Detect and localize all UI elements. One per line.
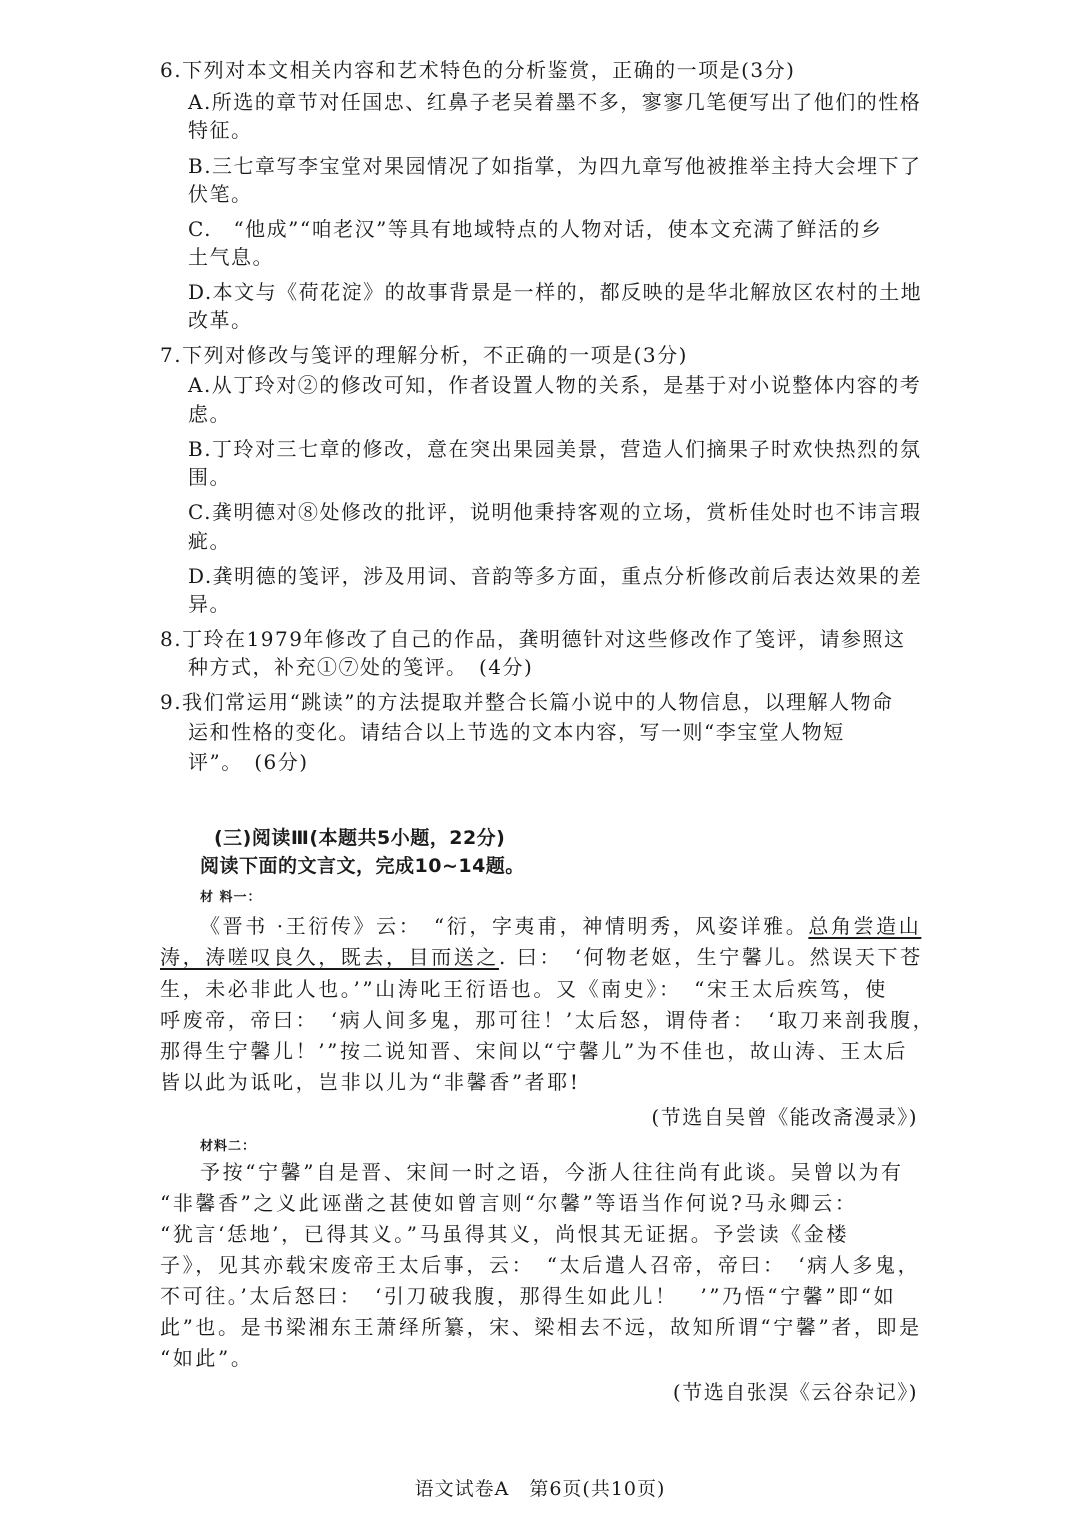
section-heading: (三)阅读Ⅲ(本题共5小题，22分) [214,827,506,849]
material-2-source: (节选自张淏《云谷杂记》) [672,1380,918,1404]
q6-option-c-cont: 土气息。 [188,245,274,269]
material-1-line-3: 生，未必非此人也。’”山涛叱王衍语也。又《南史》： “宋王太后疾笃，使 [160,977,888,1001]
material-1-label: 材 料一： [200,890,262,905]
material-1-line-4: 呼废帝，帝曰： ‘病人间多鬼，那可往！’太后怒，谓侍者： ‘取刀来剖我腹， [160,1008,936,1032]
q7-option-d-cont: 异。 [188,592,231,616]
q6-option-a-cont: 特征。 [188,118,253,142]
material-2-line-2: “非馨香”之义此诬凿之甚使如曾言则“尔馨”等语当作何说?马永卿云： [160,1191,858,1215]
material-2-line-4: 子》，见其亦载宋废帝王太后事，云： “太后遣人召帝，帝曰： ‘病人多鬼， [160,1253,921,1277]
material-2-line-1: 予按“宁馨”自是晋、宋间一时之语，今浙人往往尚有此谈。吴曾以为有 [200,1160,904,1184]
q6-option-c: C. “他成”“咱老汉”等具有地域特点的人物对话，使本文充满了鲜活的乡 [188,217,883,241]
material-2-line-3: “犹言‘恁地’，已得其义。”马虽得其义，尚恨其无证据。予尝读《金楼 [160,1222,849,1246]
q6-option-d: D.本文与《荷花淀》的故事背景是一样的，都反映的是华北解放区农村的土地 [188,280,923,304]
q7-option-a-cont: 虑。 [188,402,231,426]
material-1-line-1-text: 《晋书 ·王衍传》云： “衍，字夷甫，神情明秀，风姿详雅。 [200,914,809,938]
q6-option-b: B.三七章写李宝堂对果园情况了如指掌，为四九章写他被推举主持大会埋下了 [188,154,922,178]
section-instruction: 阅读下面的文言文，完成10~14题。 [200,855,525,877]
material-2-line-7: “如此”。 [160,1346,254,1370]
page-footer: 语文试卷A 第6页(共10页) [414,1478,666,1500]
material-2-line-6: 此”也。是书梁湘东王萧绎所纂，宋、梁相去不远，故知所谓“宁馨”者，即是 [160,1315,922,1339]
material-1-line-2 [160,943,923,971]
q7-option-c-cont: 疵。 [188,529,231,553]
q9-stem-cont-2: 评”。 (6分) [188,750,309,774]
q6-option-b-cont: 伏笔。 [188,182,253,206]
material-1-line-1 [200,912,960,940]
q9-stem-cont-1: 运和性格的变化。请结合以上节选的文本内容，写一则“李宝堂人物短 [188,720,845,744]
material-2-label: 材料二： [200,1139,257,1154]
q7-stem: 7.下列对修改与笺评的理解分析，不正确的一项是(3分) [160,343,688,367]
material-1-source: (节选自吴曾《能改斋漫录》) [651,1105,918,1129]
q9-stem: 9.我们常运用“跳读”的方法提取并整合长篇小说中的人物信息，以理解人物命 [160,690,894,714]
q6-stem: 6.下列对本文相关内容和艺术特色的分析鉴赏，正确的一项是(3分) [160,58,796,82]
material-1-underlined-2: 涛，涛嗟叹良久，既去，目而送之 [160,945,499,969]
q6-option-a: A.所选的章节对任国忠、红鼻子老吴着墨不多，寥寥几笔便写出了他们的性格 [188,90,922,114]
q7-option-c: C.龚明德对⑧处修改的批评，说明他秉持客观的立场，赏析佳处时也不讳言瑕 [188,500,922,524]
q8-stem: 8.丁玲在1979年修改了自己的作品，龚明德针对这些修改作了笺评，请参照这 [160,627,906,651]
material-1-line-2-text: . 曰： ‘何物老妪，生宁馨儿。然误天下苍 [499,945,923,969]
q7-option-b-cont: 围。 [188,465,231,489]
material-1-underlined-1: 总角尝造山 [808,914,922,938]
material-2-line-5: 不可往。’太后怒曰： ‘引刀破我腹，那得生如此儿！ ’”乃悟“宁馨”即“如 [160,1284,897,1308]
material-1-line-5: 那得生宁馨儿！’”按二说知晋、宋间以“宁馨儿”为不佳也，故山涛、王太后 [160,1039,909,1063]
q8-stem-cont: 种方式，补充①⑦处的笺评。 (4分) [188,655,534,679]
q6-option-d-cont: 改革。 [188,308,253,332]
q7-option-a: A.从丁玲对②的修改可知，作者设置人物的关系，是基于对小说整体内容的考 [188,373,922,397]
q7-option-d: D.龚明德的笺评，涉及用词、音韵等多方面，重点分析修改前后表达效果的差 [188,564,923,588]
material-1-line-6: 皆以此为诋叱，岂非以儿为“非馨香”者耶! [160,1070,581,1094]
q7-option-b: B.丁玲对三七章的修改，意在突出果园美景，营造人们摘果子时欢快热烈的氛 [188,437,922,461]
